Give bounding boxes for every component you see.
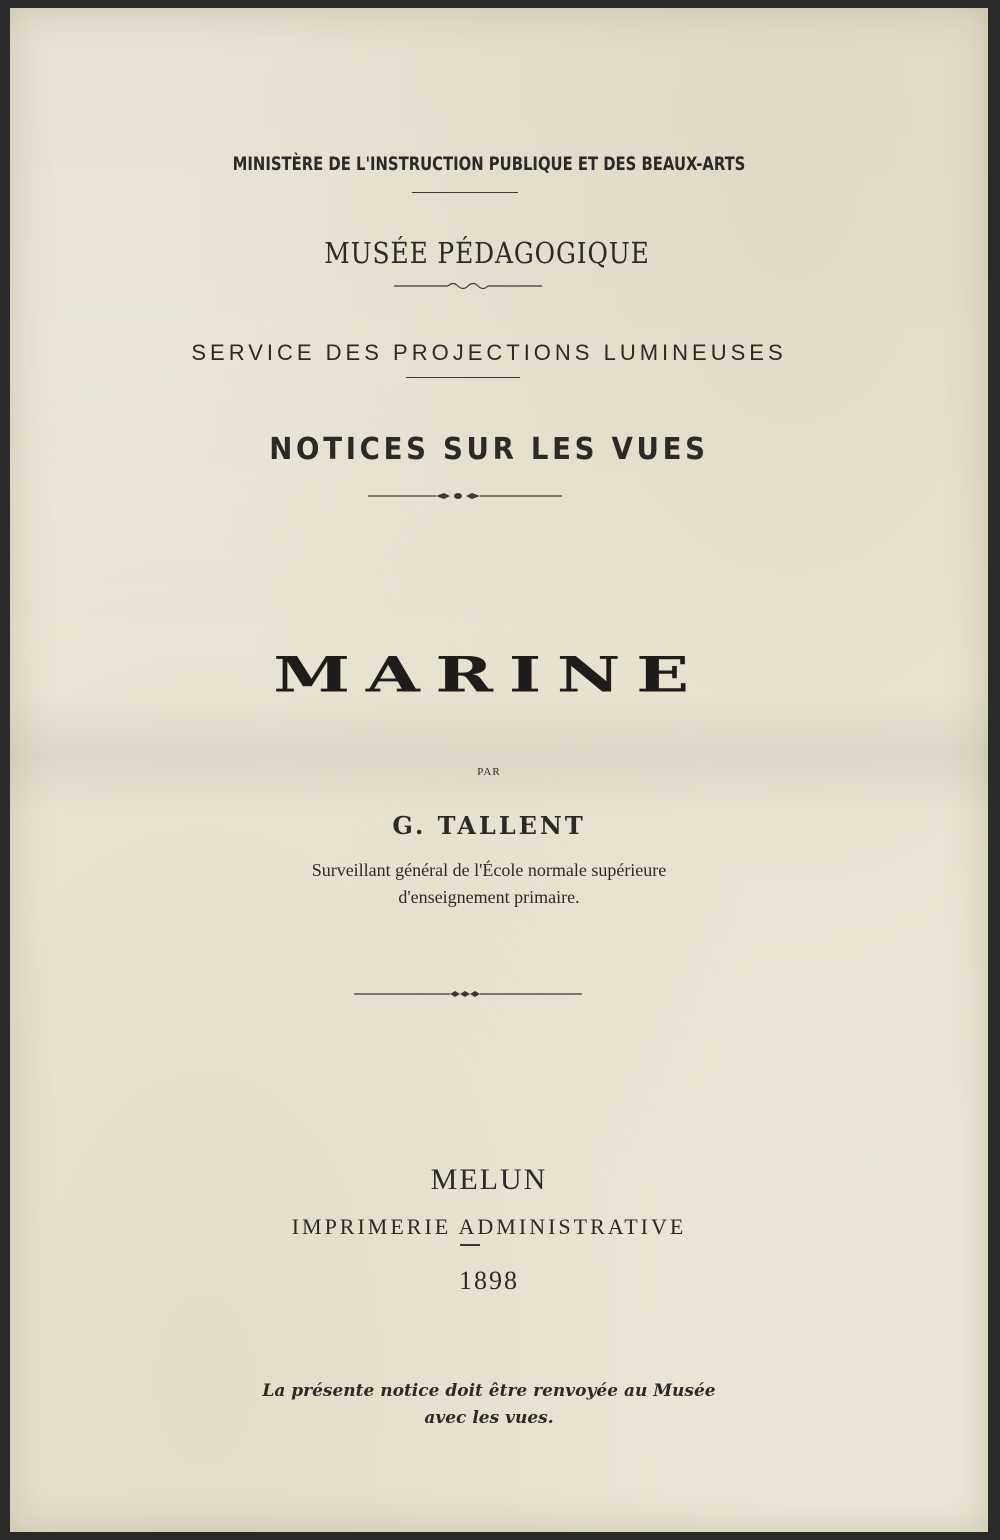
- ornament-divider: [368, 490, 562, 502]
- author-name: G. TALLENT: [392, 811, 586, 840]
- document-cover: [10, 8, 988, 1532]
- museum-heading: MUSÉE PÉDAGOGIQUE: [324, 236, 650, 270]
- document-title: MARINE: [273, 646, 705, 703]
- author-role-line-1: Surveillant général de l'École normale supérieure: [311, 860, 667, 880]
- return-notice-line-2: avec les vues.: [424, 1408, 554, 1428]
- divider-rule: [460, 1244, 480, 1246]
- imprint-printer: IMPRIMERIE ADMINISTRATIVE: [291, 1214, 687, 1239]
- divider-rule: [412, 192, 518, 193]
- imprint-city: MELUN: [430, 1163, 548, 1196]
- by-label: PAR: [477, 766, 501, 778]
- service-heading: SERVICE DES PROJECTIONS LUMINEUSES: [191, 340, 787, 365]
- imprint-year: 1898: [459, 1266, 519, 1295]
- author-role-line-2: d'enseignement primaire.: [398, 887, 580, 907]
- ornament-divider: [354, 988, 582, 1000]
- ornament-divider: [394, 280, 542, 292]
- return-notice-line-1: La présente notice doit être renvoyée au Musée: [262, 1381, 716, 1401]
- ministry-heading: MINISTÈRE DE L'INSTRUCTION PUBLIQUE ET DES BEAUX-ARTS: [232, 153, 746, 175]
- divider-rule: [406, 377, 520, 378]
- series-heading: NOTICES SUR LES VUES: [269, 432, 709, 467]
